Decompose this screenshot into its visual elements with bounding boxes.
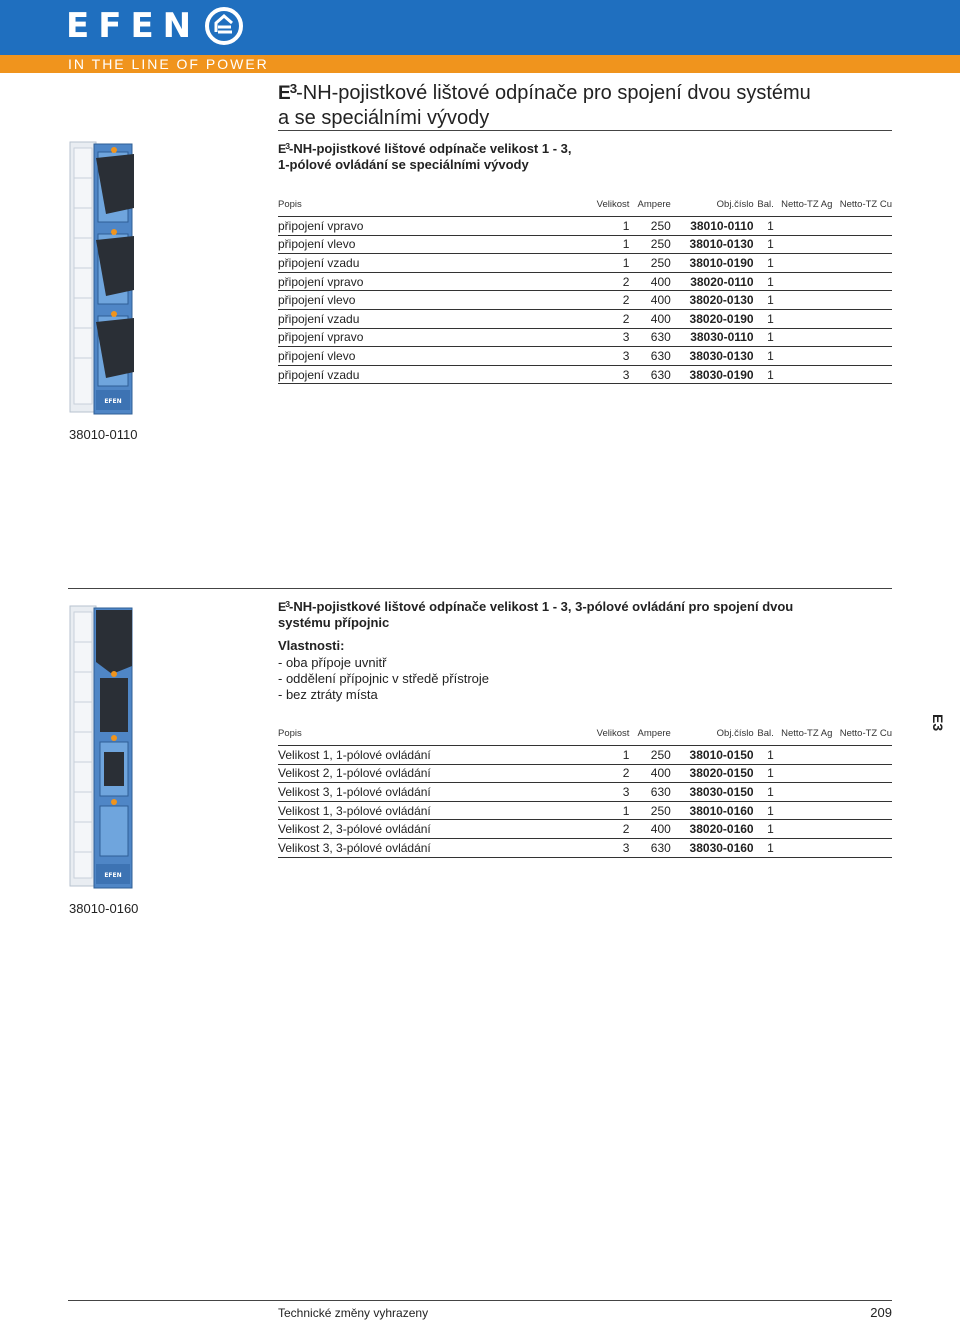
table-header-row — [278, 725, 892, 746]
page-title-line1: -NH-pojistkové lištové odpínače pro spojení dvou systému — [296, 81, 811, 104]
footer-note: Technické změny vyhrazeny — [278, 1306, 429, 1320]
logo-e-icon — [204, 6, 244, 46]
table-row: připojení vzadu 3 630 38030-0190 1 — [278, 365, 892, 384]
product-image-38010-0110 — [66, 138, 136, 418]
col-obj-cislo: Obj.číslo — [716, 727, 754, 739]
image-caption-1: 38010-0110 — [69, 427, 138, 442]
table-row: Velikost 1, 3-pólové ovládání 1 250 38010-0160 1 — [278, 801, 892, 820]
property-item: - oddělení přípojnic v středě přístroje — [278, 671, 489, 686]
col-netto-ag: Netto-TZ Ag — [781, 727, 833, 739]
table-row: připojení vlevo 2 400 38020-0130 1 — [278, 291, 892, 310]
tagline-text: IN THE LINE OF POWER — [68, 56, 269, 72]
section1-table — [278, 196, 892, 384]
efen-logo — [66, 6, 244, 46]
e3-icon: $E^3$ — [278, 141, 290, 156]
col-netto-cu: Netto-TZ Cu — [839, 198, 892, 210]
section-divider — [68, 588, 892, 589]
e3-icon: $E^3$ — [278, 81, 297, 104]
table-row: připojení vpravo 1 250 38010-0110 1 — [278, 217, 892, 236]
property-item: - oba přípoje uvnitř — [278, 655, 387, 670]
table-row: Velikost 3, 1-pólové ovládání 3 630 38030-0150 1 — [278, 783, 892, 802]
page-title — [278, 76, 898, 131]
product-image-38010-0160 — [66, 602, 136, 892]
col-popis: Popis — [278, 198, 302, 210]
property-item: - bez ztráty místa — [278, 687, 378, 702]
footer-divider — [68, 1300, 892, 1301]
col-obj-cislo: Obj.číslo — [716, 198, 754, 210]
col-netto-ag: Netto-TZ Ag — [781, 198, 833, 210]
table-row: připojení vpravo 2 400 38020-0110 1 — [278, 272, 892, 291]
table-row: připojení vzadu 1 250 38010-0190 1 — [278, 254, 892, 273]
page-number: 209 — [870, 1305, 892, 1320]
table-row: připojení vpravo 3 630 38030-0110 1 — [278, 328, 892, 347]
col-velikost: Velikost — [596, 198, 630, 210]
properties-label: Vlastnosti: — [278, 638, 345, 653]
logo-text: EFEN — [66, 6, 201, 46]
properties-block — [278, 638, 878, 703]
col-bal: Bal. — [757, 198, 774, 210]
table-row: Velikost 2, 1-pólové ovládání 2 400 38020-0150 1 — [278, 764, 892, 783]
table-row: Velikost 1, 1-pólové ovládání 1 250 38010-0150 1 — [278, 746, 892, 765]
header-bar — [0, 0, 960, 55]
table-header-row — [278, 196, 892, 217]
col-bal: Bal. — [757, 727, 774, 739]
table-row: Velikost 3, 3-pólové ovládání 3 630 38030-0160 1 — [278, 838, 892, 857]
col-ampere: Ampere — [637, 198, 671, 210]
tagline-bar — [0, 55, 960, 73]
section2-table — [278, 725, 892, 858]
table-row: připojení vlevo 1 250 38010-0130 1 — [278, 235, 892, 254]
e3-icon: $E^3$ — [278, 599, 290, 614]
svg-text:EFEN: EFEN — [104, 398, 122, 405]
col-velikost: Velikost — [596, 727, 630, 739]
col-ampere: Ampere — [637, 727, 671, 739]
section2-title: $E^3-NH$-pojistkové lištové odpínače velikost 1 - 3, 3-pólové ovládání pro spojení dvou systému přípojnic — [278, 598, 794, 630]
page-title-line2: a se speciálními vývody — [278, 106, 490, 129]
title-divider — [278, 130, 892, 131]
table-row: Velikost 2, 3-pólové ovládání 2 400 38020-0160 1 — [278, 820, 892, 839]
table-row: připojení vzadu 2 400 38020-0190 1 — [278, 309, 892, 328]
section1-title: $E^3-NH$-pojistkové lištové odpínače velikost 1 - 3, 1-pólové ovládání se speciálními vývody — [278, 140, 572, 172]
svg-text:EFEN: EFEN — [104, 872, 122, 879]
side-e3-mark: E3 — [930, 714, 946, 732]
col-netto-cu: Netto-TZ Cu — [839, 727, 892, 739]
col-popis: Popis — [278, 727, 302, 739]
image-caption-2: 38010-0160 — [69, 901, 139, 916]
table-row: připojení vlevo 3 630 38030-0130 1 — [278, 347, 892, 366]
